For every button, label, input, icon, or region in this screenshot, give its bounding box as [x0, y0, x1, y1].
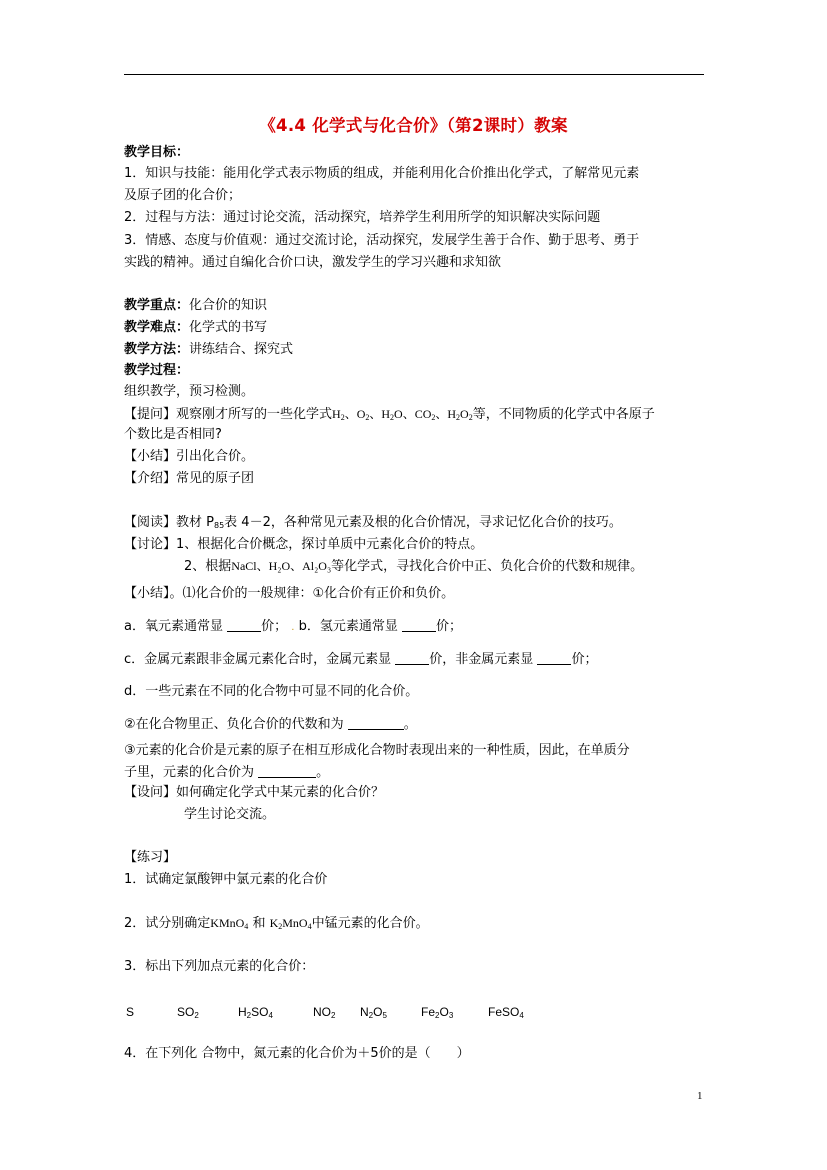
formula-feso4: FeSO$_4$ — [488, 1005, 524, 1020]
teaching-difficulty — [124, 319, 267, 337]
reading-suffix: 表 4－2，各种常见元素及根的化合价情况，寻求记忆化合价的技巧。 — [224, 515, 622, 530]
reading-line — [124, 514, 622, 532]
question-line-2: 个数比是否相同? — [124, 427, 222, 442]
rule-a-text: a．氧元素通常显 — [124, 619, 223, 634]
rule-3-line-1: ③元素的化合价是元素的原子在相互形成化合物时表现出来的一种性质，因此，在单质分 — [124, 743, 630, 758]
formula-no2: $NO_2$ — [313, 1005, 336, 1020]
rule-c-mid: 价，非金属元素显 — [429, 652, 534, 667]
rule-3-suffix: 。 — [316, 765, 330, 780]
objective-2: 2．过程与方法：通过讨论交流，活动探究，培养学生利用所学的知识解决实际问题 — [124, 210, 601, 225]
rule-c-suffix: 价； — [571, 652, 598, 667]
formula-h2so4: $H_2SO_4$ — [238, 1005, 273, 1020]
rule-2 — [124, 716, 417, 734]
discussion-1: 【讨论】1、根据化合价概念，探讨单质中元素化合价的特点。 — [124, 537, 484, 552]
focus-label: 教学重点： — [124, 298, 190, 313]
rule-a-suffix: 价； — [261, 619, 288, 634]
blank-element[interactable] — [258, 765, 316, 778]
process-heading: 教学过程： — [124, 363, 190, 378]
objectives-heading: 教学目标： — [124, 145, 190, 160]
blank-metal[interactable] — [395, 652, 429, 665]
objective-1-line-1: 1．知识与技能：能用化学式表示物质的组成，并能利用化合价推出化学式，了解常见元素 — [124, 166, 640, 181]
blank-nonmetal[interactable] — [537, 652, 571, 665]
practice-q3: 3．标出下列加点元素的化合价： — [124, 959, 315, 974]
blank-oxygen[interactable] — [227, 619, 261, 632]
formula-list: $H_2$、$O_2$、$H_2O$、$CO_2$、$H_2O_2$ — [332, 407, 473, 422]
page-number: 1 — [697, 1090, 703, 1102]
question-prefix: 【提问】观察刚才所写的一些化学式 — [124, 407, 333, 422]
objective-3-line-1: 3．情感、态度与价值观：通过交流讨论，活动探究，发展学生善于合作、勤于思考、勇于 — [124, 233, 640, 248]
reading-prefix: 【阅读】教材 P — [124, 515, 214, 530]
rule-c-text: c．金属元素跟非金属元素化合时，金属元素显 — [124, 652, 392, 667]
introduction-groups: 【介绍】常见的原子团 — [124, 471, 255, 486]
rule-b-suffix: 价； — [436, 619, 463, 634]
q2-mid: 和 — [252, 916, 266, 931]
document-title: 《4.4 化学式与化合价》（第2课时）教案 — [259, 116, 568, 135]
rule-2-suffix: 。 — [403, 717, 417, 732]
blank-sum[interactable] — [348, 717, 404, 730]
dot-mark: . — [291, 622, 295, 633]
rule-3-line-2 — [124, 764, 329, 782]
rule-c — [124, 651, 597, 669]
formula-s: S — [126, 1005, 135, 1019]
reading-page: 85 — [213, 521, 225, 530]
rule-d: d．一些元素在不同的化合物中可显不同的化合价。 — [124, 684, 419, 699]
ask-line-2: 学生讨论交流。 — [184, 807, 276, 822]
formula-so2: $SO_2$ — [177, 1005, 199, 1020]
ask-line: 【设问】如何确定化学式中某元素的化合价？ — [124, 785, 385, 800]
method-text: 讲练结合、探究式 — [189, 342, 294, 357]
question-suffix: 等，不同物质的化学式中各原子 — [472, 407, 655, 422]
objective-3-line-2: 实践的精神。通过自编化合价口诀，激发学生的学习兴趣和求知欲 — [124, 255, 502, 270]
focus-text: 化合价的知识 — [189, 298, 268, 313]
blank-hydrogen[interactable] — [402, 619, 436, 632]
teaching-method — [124, 341, 293, 359]
summary-2: 【小结】。⑴化合价的一般规律：①化合价有正价和负价。 — [124, 586, 455, 601]
process-intro: 组织教学，预习检测。 — [124, 384, 255, 399]
discussion-2 — [184, 557, 643, 576]
rule-a-b — [124, 618, 462, 637]
practice-heading: 【练习】 — [124, 850, 177, 865]
difficulty-label: 教学难点： — [124, 320, 190, 335]
header-rule — [124, 74, 704, 75]
practice-q1: 1．试确定氯酸钾中氯元素的化合价 — [124, 872, 328, 887]
q2-suffix: 中锰元素的化合价。 — [311, 916, 429, 931]
discussion-2-suffix: 等化学式，寻找化合价中正、负化合价的代数和规律。 — [331, 559, 644, 574]
question-line-1 — [124, 405, 655, 424]
method-label: 教学方法： — [124, 342, 190, 357]
teaching-focus — [124, 297, 267, 315]
formula-k2mno4: $K_2MnO_4$ — [269, 916, 312, 931]
q2-prefix: 2．试分别确定 — [124, 916, 211, 931]
formula-kmno4: KMnO$_4$ — [210, 916, 249, 931]
objective-1-line-2: 及原子团的化合价； — [124, 188, 242, 203]
rule-b-text: b．氢元素通常显 — [298, 619, 398, 634]
difficulty-text: 化学式的书写 — [189, 320, 268, 335]
formula-n2o5: $N_2O_5$ — [360, 1005, 387, 1020]
rule-2-text: ②在化合物里正、负化合价的代数和为 — [124, 717, 344, 732]
summary-1: 【小结】引出化合价。 — [124, 449, 255, 464]
practice-q4: 4．在下列化 合物中，氮元素的化合价为＋5价的是（ ） — [124, 1046, 470, 1061]
discussion-formulas: NaCl、H₂O、Al₂O₃ — [231, 559, 332, 573]
practice-q2 — [124, 914, 429, 933]
formula-fe2o3: $Fe_2O_3$ — [421, 1005, 454, 1020]
discussion-2-prefix: 2、根据 — [184, 559, 232, 574]
rule-3-text: 子里，元素的化合价为 — [124, 765, 255, 780]
